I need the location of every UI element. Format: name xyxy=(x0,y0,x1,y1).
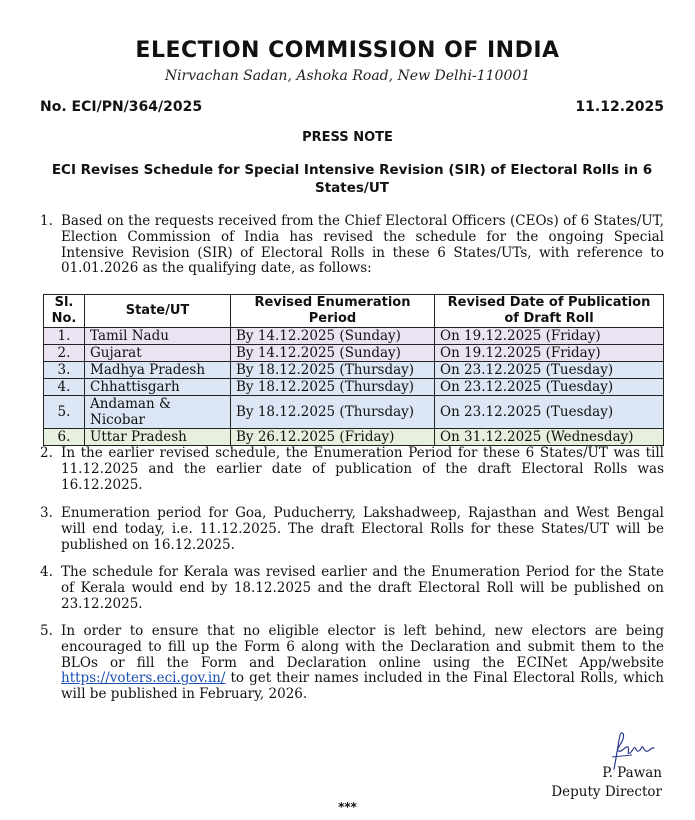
cell-enumeration: By 14.12.2025 (Sunday) xyxy=(231,345,435,362)
cell-state: Andaman & Nicobar xyxy=(85,396,231,429)
cell-enumeration: By 18.12.2025 (Thursday) xyxy=(231,362,435,379)
cell-sl: 2. xyxy=(44,345,85,362)
cell-publication: On 19.12.2025 (Friday) xyxy=(435,345,664,362)
paragraph-1 xyxy=(40,214,664,277)
cell-sl: 3. xyxy=(44,362,85,379)
cell-enumeration: By 18.12.2025 (Thursday) xyxy=(231,396,435,429)
header-state: State/UT xyxy=(85,295,231,328)
issue-date: 11.12.2025 xyxy=(575,99,664,115)
table-row xyxy=(44,328,664,345)
end-mark: *** xyxy=(338,800,357,814)
cell-enumeration: By 14.12.2025 (Sunday) xyxy=(231,328,435,345)
cell-publication: On 23.12.2025 (Tuesday) xyxy=(435,362,664,379)
cell-state: Tamil Nadu xyxy=(85,328,231,345)
press-note-label: PRESS NOTE xyxy=(302,130,393,145)
table-row xyxy=(44,396,664,429)
paragraph-4 xyxy=(40,565,664,612)
subject-heading: ECI Revises Schedule for Special Intensive Revision (SIR) of Electoral Rolls in 6 States/UT xyxy=(51,162,653,196)
revised-schedule-table xyxy=(43,294,664,446)
header-publication: Revised Date of Publication of Draft Roll xyxy=(435,295,664,328)
office-address: Nirvachan Sadan, Ashoka Road, New Delhi-110001 xyxy=(164,68,531,84)
cell-publication: On 23.12.2025 (Tuesday) xyxy=(435,379,664,396)
cell-enumeration: By 26.12.2025 (Friday) xyxy=(231,429,435,446)
table-row xyxy=(44,429,664,446)
cell-state: Gujarat xyxy=(85,345,231,362)
header-sl-no: Sl. No. xyxy=(44,295,85,328)
cell-publication: On 31.12.2025 (Wednesday) xyxy=(435,429,664,446)
table-row xyxy=(44,362,664,379)
cell-sl: 1. xyxy=(44,328,85,345)
signatory-name: P. Pawan xyxy=(602,765,662,781)
cell-state: Uttar Pradesh xyxy=(85,429,231,446)
paragraph-text: Enumeration period for Goa, Puducherry, Lakshadweep, Rajasthan and West Bengal will end today, i.e. 11.12.2025. The draft Electoral Rolls for these States/UT will be published on 16.12.2025. xyxy=(61,505,664,553)
paragraph-number: 3. xyxy=(40,505,53,521)
cell-publication: On 23.12.2025 (Tuesday) xyxy=(435,396,664,429)
reference-number: No. ECI/PN/364/2025 xyxy=(40,99,203,115)
paragraph-text-end: to get their names included in the Final Electoral Rolls, which will be published in February, 2026. xyxy=(61,670,664,703)
cell-publication: On 19.12.2025 (Friday) xyxy=(435,328,664,345)
cell-state: Madhya Pradesh xyxy=(85,362,231,379)
table-row xyxy=(44,345,664,362)
cell-sl: 4. xyxy=(44,379,85,396)
document-title: ELECTION COMMISSION OF INDIA xyxy=(135,38,560,63)
paragraph-number: 5. xyxy=(40,623,53,639)
paragraph-5 xyxy=(40,624,664,703)
paragraph-2 xyxy=(40,446,664,493)
table-header-row xyxy=(44,295,664,328)
paragraph-text-start: In order to ensure that no eligible elector is left behind, new electors are being encouraged to fill up the Form 6 along with the Declaration and submit them to the BLOs or fill the Form and Declaration online using the ECINet App/website xyxy=(61,623,664,671)
paragraph-number: 4. xyxy=(40,564,53,580)
cell-enumeration: By 18.12.2025 (Thursday) xyxy=(231,379,435,396)
paragraph-text xyxy=(61,624,664,703)
paragraph-text: The schedule for Kerala was revised earlier and the Enumeration Period for the State of Kerala would end by 18.12.2025 and the draft Electoral Roll will be published on 23.12.2025. xyxy=(61,564,664,612)
paragraph-3 xyxy=(40,506,664,553)
paragraph-number: 2. xyxy=(40,445,53,461)
signatory-block xyxy=(551,764,662,802)
paragraph-text: In the earlier revised schedule, the Enumeration Period for these 6 States/UT was till 11.12.2025 and the earlier date of publication of the draft Electoral Rolls was 16.12.2025. xyxy=(61,445,664,493)
header-enumeration: Revised Enumeration Period xyxy=(231,295,435,328)
signatory-designation: Deputy Director xyxy=(551,784,662,800)
cell-sl: 6. xyxy=(44,429,85,446)
paragraph-number: 1. xyxy=(40,213,53,229)
table-row xyxy=(44,379,664,396)
cell-state: Chhattisgarh xyxy=(85,379,231,396)
voters-portal-link[interactable]: https://voters.eci.gov.in/ xyxy=(61,670,226,687)
paragraph-text: Based on the requests received from the Chief Electoral Officers (CEOs) of 6 States/UT, Election Commission of India has revised the schedule for the ongoing Special Intensive Revision (SIR) of Electoral Rolls in these 6 States/UTs, with reference to 01.01.2026 as the qualifying date, as follows: xyxy=(61,213,664,277)
cell-sl: 5. xyxy=(44,396,85,429)
